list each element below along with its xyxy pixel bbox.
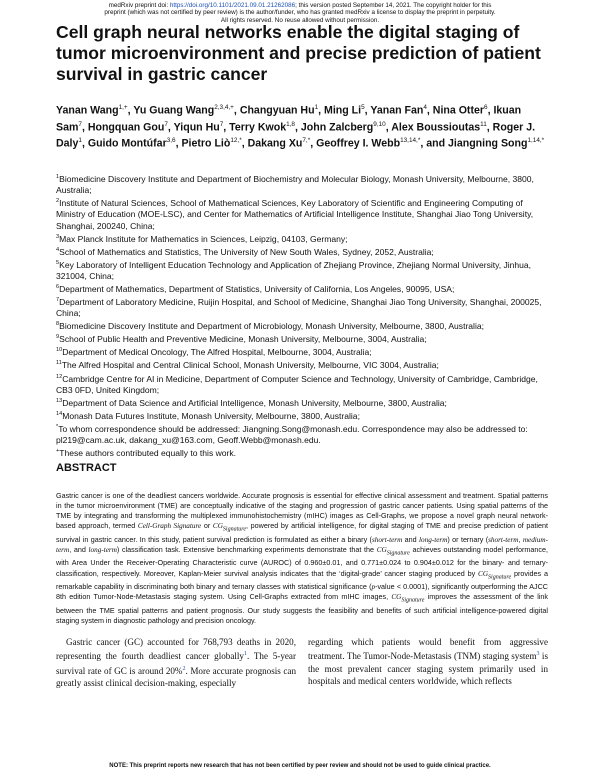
affiliation-marker: * bbox=[56, 423, 59, 430]
affiliation-text: Monash Data Futures Institute, Monash University, Melbourne, 3800, Australia; bbox=[62, 410, 360, 421]
author-affiliation-marker: 5 bbox=[361, 104, 365, 111]
affiliation-text: Department of Laboratory Medicine, Ruijin Hospital, and School of Medicine, Shanghai Jiao Tong University, Shanghai, 200025, China; bbox=[56, 296, 542, 319]
affiliation-item bbox=[56, 422, 548, 446]
affiliation-text: Department of Data Science and Artificial Intelligence, Monash University, Melbourne, 3800, Australia; bbox=[62, 397, 447, 408]
affiliation-marker: 10 bbox=[56, 347, 63, 354]
affiliation-text: These authors contributed equally to this work. bbox=[59, 447, 237, 458]
affiliation-marker: 6 bbox=[56, 284, 60, 291]
affiliation-item bbox=[56, 396, 548, 409]
author-affiliation-marker: 3,6 bbox=[166, 137, 176, 145]
affiliation-text: To whom correspondence should be addressed: Jiangning.Song@monash.edu. Correspondence may also be addressed to: pl219@cam.ac.uk, dakang_xu@163.com, Geoff.Webb@monash.edu. bbox=[56, 423, 528, 445]
affiliation-item bbox=[56, 409, 548, 422]
affiliation-item bbox=[56, 282, 548, 295]
affiliation-marker: 3 bbox=[56, 233, 60, 240]
author-affiliation-marker: 12,* bbox=[230, 137, 242, 145]
author-affiliation-marker: 6 bbox=[484, 104, 488, 111]
affiliation-text: School of Public Health and Preventive Medicine, Monash University, Melbourne, 3004, Australia; bbox=[59, 334, 427, 345]
author-name: Roger J. Daly bbox=[56, 121, 536, 150]
author-name: Alex Boussioutas bbox=[391, 121, 481, 134]
affiliation-marker: 14 bbox=[56, 410, 63, 417]
affiliation-marker: 7 bbox=[56, 297, 60, 304]
author-name: Pietro Liò bbox=[181, 138, 231, 150]
author-name: John Zalcberg bbox=[300, 121, 374, 134]
citation-link[interactable]: 3 bbox=[536, 651, 540, 658]
author-list: Yanan Wang$^{1,+}$, Yu Guang Wang$^{2,3,4,+}$, Changyuan Hu$^1$, Ming Li$^5$, Yanan Fan$^4$, Nina Otter$^6$, Ikuan Sam$^7$, Hongquan Gou$^7$, Yiqun Hu$^7$, Terry Kwok$^{1,8}$, John Zalcberg$^{9,10}$, Alex Boussioutas$^{11}$, Roger J. Daly$^1$, Guido Montúfar$^{3,6}$, Pietro Liò$^{12,*}$, Dakang $Xu^{7,*}$, Geoffrey I. Webb$^{13,14,*}$, and Jiangning Song$^{1,14,*}$ bbox=[56, 104, 545, 150]
affiliation-marker: 5 bbox=[56, 259, 60, 266]
affiliation-marker: 2 bbox=[56, 198, 60, 205]
term-cg-signature: $CG_{Signature}$ bbox=[391, 593, 425, 604]
affiliation-marker: 4 bbox=[56, 246, 60, 253]
author-affiliation-marker: 7 bbox=[219, 120, 224, 128]
author-name: Changyuan Hu bbox=[239, 104, 315, 117]
banner-line-3: All rights reserved. No reuse allowed without permission. bbox=[220, 16, 380, 24]
affiliation-text: Biomedicine Discovery Institute and Department of Microbiology, Monash University, Melbourne, 3800, Australia; bbox=[59, 321, 484, 332]
author-name: Geoffrey I. Webb bbox=[316, 138, 401, 150]
term-cell-graph-signature: Cell-Graph Signature bbox=[137, 522, 202, 531]
author-affiliation-marker: 7 bbox=[78, 120, 82, 128]
author-affiliation-marker: 1,+ bbox=[118, 104, 128, 111]
author-affiliation-marker: 1 bbox=[314, 104, 319, 111]
banner-prefix: medRxiv preprint doi: bbox=[108, 2, 170, 9]
affiliation-text: Key Laboratory of Intelligent Education Technology and Application of Zhejiang Province, Zhejiang Normal University, Jinhua, 321004, China; bbox=[56, 259, 532, 281]
affiliation-item bbox=[56, 258, 548, 282]
affiliation-text: School of Mathematics and Statistics, The University of New South Wales, Sydney, 2052, Australia; bbox=[59, 246, 434, 257]
author-affiliation-marker: 1,14,* bbox=[527, 137, 545, 145]
affiliation-text: Department of Medical Oncology, The Alfred Hospital, Melbourne, 3004, Australia; bbox=[62, 347, 372, 358]
affiliation-item bbox=[56, 319, 548, 332]
doi-link[interactable]: https://doi.org/10.1101/2021.09.01.21262086 bbox=[169, 2, 296, 9]
author-name: Yanan Wang bbox=[56, 104, 119, 117]
author-affiliation-marker: 1 bbox=[78, 137, 82, 145]
affiliation-item bbox=[56, 196, 548, 231]
author-name: Yu Guang Wang bbox=[133, 104, 215, 117]
banner-suffix: ; this version posted September 14, 2021. The copyright holder for this bbox=[295, 2, 492, 9]
author-name: Jiangning Song bbox=[448, 138, 528, 150]
preprint-banner bbox=[60, 2, 540, 24]
banner-line-2: preprint (which was not certified by peer review) is the author/funder, who has granted medRxiv a license to display the preprint in perpetuity. bbox=[104, 9, 496, 17]
abstract-heading: ABSTRACT bbox=[56, 462, 117, 474]
affiliation-text: Cambridge Centre for AI in Medicine, Department of Computer Science and Technology, University of Cambridge, Cambridge, CB3 0FD, United Kingdom; bbox=[56, 373, 538, 395]
affiliation-item bbox=[56, 172, 548, 196]
paper-title: Cell graph neural networks enable the digital staging of tumor microenvironment and precise prediction of patient survival in gastric cancer bbox=[56, 22, 541, 84]
author-name: Ikuan Sam bbox=[56, 104, 522, 134]
affiliation-item bbox=[56, 245, 548, 258]
affiliation-item bbox=[56, 332, 548, 345]
affiliation-text: Max Planck Institute for Mathematics in Sciences, Leipzig, 04103, Germany; bbox=[59, 233, 348, 244]
author-affiliation-marker: 7,* bbox=[302, 137, 311, 145]
affiliation-marker: + bbox=[56, 448, 60, 455]
body-column-right: regarding which patients would benefit from aggressive treatment. The Tumor-Node-Metastasis (TNM) staging system$^3$ is the most prevalent cancer staging system primarily used in hospitals and medical centers worldwide, which reflects bbox=[308, 637, 548, 686]
author-affiliation-marker: 1,8 bbox=[286, 120, 295, 128]
author-name: Dakang Xu bbox=[247, 138, 303, 150]
author-affiliation-marker: 11 bbox=[480, 120, 487, 128]
author-name: Yanan Fan bbox=[370, 104, 424, 117]
preprint-footer-note: NOTE: This preprint reports new research that has not been certified by peer review and should not be used to guide clinical practice. bbox=[109, 763, 491, 769]
author-name: Yiqun Hu bbox=[173, 121, 220, 134]
affiliation-text: The Alfred Hospital and Central Clinical School, Monash University, Melbourne, VIC 3004, Australia; bbox=[61, 360, 439, 371]
body-column-left: Gastric cancer (GC) accounted for 768,793 deaths in 2020, representing the fourth deadliest cancer globally$^1$. The 5-year survival rate of GC is around 20%$^2$. More accurate prognosis can greatly assist clinical decision-making, especially bbox=[56, 637, 296, 688]
affiliation-item bbox=[56, 446, 548, 459]
affiliation-item bbox=[56, 345, 548, 358]
affiliation-marker: 8 bbox=[56, 321, 60, 328]
affiliation-item bbox=[56, 295, 548, 319]
author-affiliation-marker: 4 bbox=[423, 104, 427, 111]
term-cg-signature: $CG_{Signature}$ bbox=[212, 522, 247, 533]
term-cg-signature: $CG_{Signature}$ bbox=[376, 545, 410, 557]
affiliation-item bbox=[56, 232, 548, 245]
affiliation-item bbox=[56, 358, 548, 371]
affiliation-marker: 9 bbox=[56, 334, 60, 341]
affiliation-text: Institute of Natural Sciences, School of Mathematical Sciences, Key Laboratory of Scientific and Engineering Computing of Ministry of Education (MOE-LSC), and Center for Mathematics of Artificial Intelligence Institute, Shanghai Jiao Tong University, Shanghai, 200240, China; bbox=[56, 198, 534, 231]
author-name: Guido Montúfar bbox=[87, 138, 167, 150]
affiliation-list bbox=[56, 172, 548, 459]
author-name: Nina Otter bbox=[432, 104, 485, 117]
author-affiliation-marker: 9,10 bbox=[373, 120, 386, 128]
affiliation-marker: 13 bbox=[56, 397, 63, 404]
affiliation-marker: 11 bbox=[56, 360, 62, 367]
affiliation-text: Department of Mathematics, Department of Statistics, University of California, Los Angeles, 90095, USA; bbox=[59, 283, 455, 294]
author-affiliation-marker: 13,14,* bbox=[400, 137, 421, 145]
citation-link[interactable]: 2 bbox=[182, 665, 186, 672]
affiliation-marker: 1 bbox=[56, 174, 60, 180]
author-name: Ming Li bbox=[324, 104, 362, 117]
citation-link[interactable]: 1 bbox=[243, 651, 247, 658]
author-affiliation-marker: 7 bbox=[164, 120, 168, 128]
author-affiliation-marker: 2,3,4,+ bbox=[214, 104, 234, 111]
affiliation-text: Biomedicine Discovery Institute and Department of Biochemistry and Molecular Biology, Monash University, Melbourne, 3800, Australia; bbox=[56, 173, 534, 196]
abstract-text: Gastric cancer is one of the deadliest cancers worldwide. Accurate prognosis is essential for effective clinical assessment and treatment. Spatial patterns in the tumor microenvironment (TME) are conceptually indicative of the staging and progression of gastric cancer patients. Using spatial patterns of the TME by integrating and transforming the multiplexed immunohistochemistry (mIHC) images as Cell-Graphs, we propose a novel graph neural network-based approach, termed Cell-Graph Signature or $CG_{Signature}$, powered by artificial intelligence, for digital staging of TME and precise prediction of patient survival in gastric cancer. In this study, patient survival prediction is formulated as either a binary (short-term and long-term) or ternary (short-term, medium-term, and long-term) classification task. Extensive benchmarking experiments demonstrate that the $CG_{Signature}$ achieves outstanding model performance, with Area Under the Receiver-Operating Characteristic curve (AUROC) of 0.960±0.01, and 0.771±0.024 to 0.904±0.012 for the binary- and ternary-classification, respectively. Moreover, Kaplan-Meier survival analysis indicates that the ‘digital-grade’ cancer staging produced by $CG_{Signature}$ provides a remarkable capability in discriminating both binary and ternary classes with statistical significance (p-value < 0.0001), significantly outperforming the AJCC 8th edition Tumor-Node-Metastasis staging system. Using Cell-Graphs extracted from mIHC images, $CG_{Signature}$ improves the assessment of the link between the TME spatial patterns and patient prognosis. Our study suggests the feasibility and benefits of such artificial intelligence-powered digital staging system in diagnostic pathology and precision oncology. bbox=[56, 491, 549, 625]
affiliation-item bbox=[56, 372, 548, 396]
term-cg-signature: $CG_{Signature}$ bbox=[478, 569, 512, 580]
author-name: Terry Kwok bbox=[229, 121, 287, 134]
author-name: Hongquan Gou bbox=[87, 121, 165, 134]
affiliation-marker: 12 bbox=[56, 373, 63, 380]
banner-line-1 bbox=[60, 2, 540, 9]
